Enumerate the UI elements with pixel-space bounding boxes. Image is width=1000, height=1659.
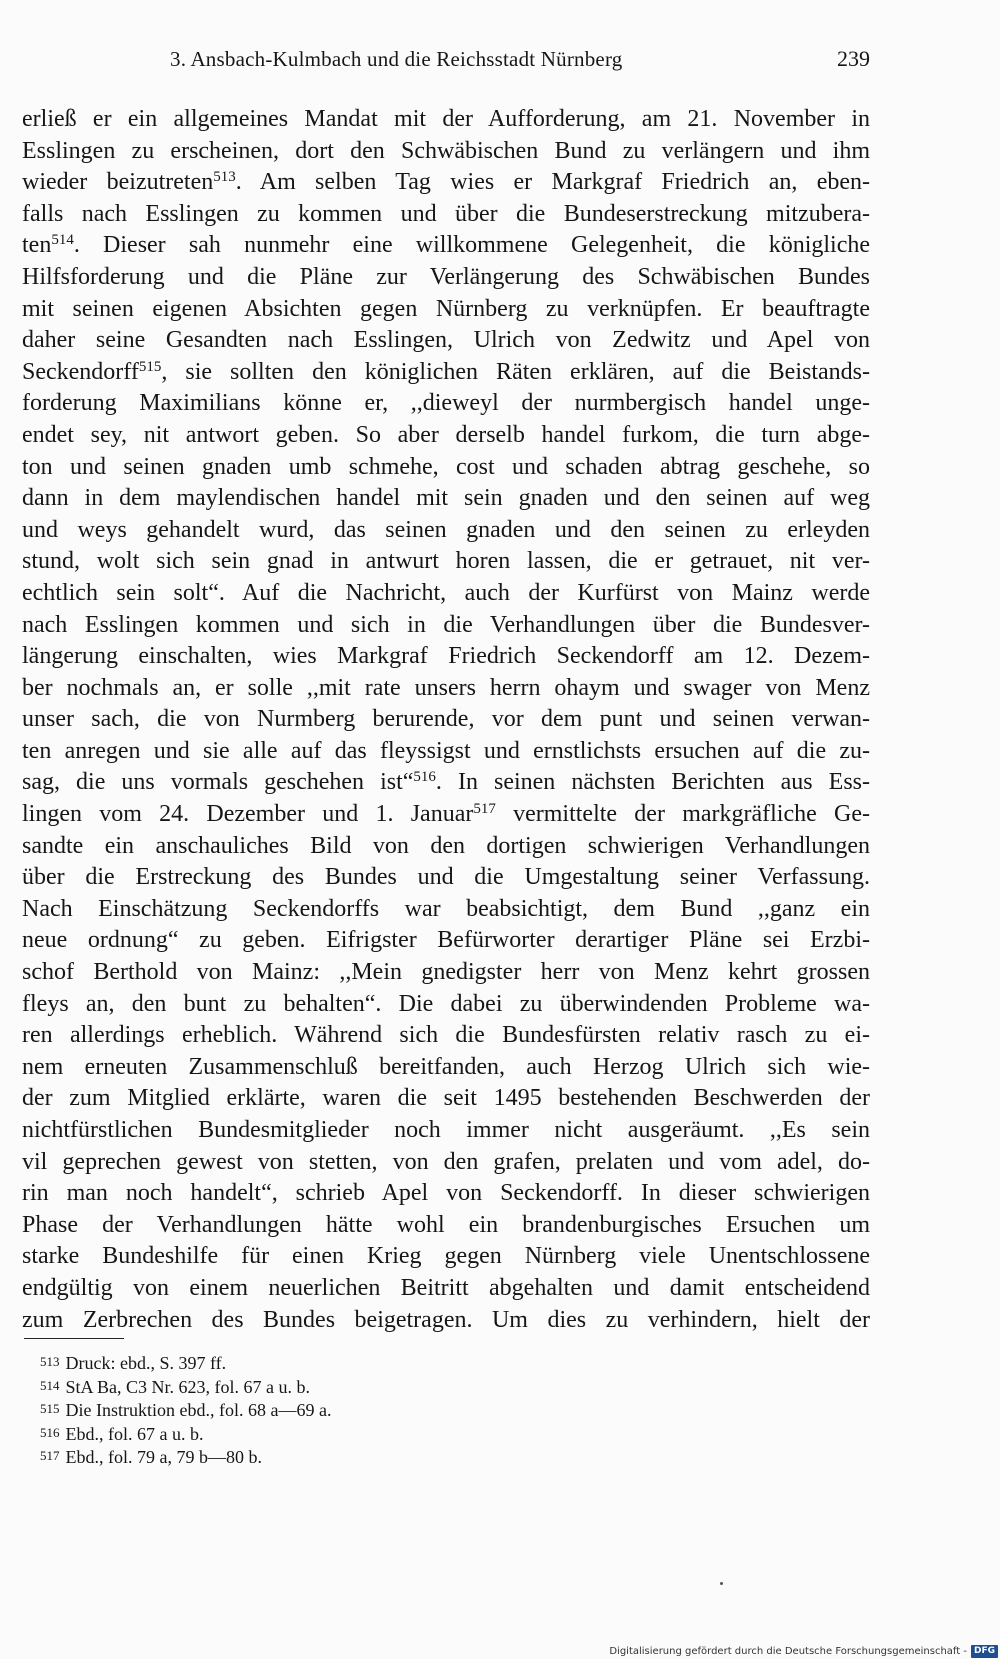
body-line bbox=[22, 862, 870, 894]
body-line-text: . In seinen nächsten Berichten aus Ess- bbox=[435, 769, 870, 796]
body-line bbox=[22, 1083, 870, 1115]
body-line-text: nichtfürstlichen Bundesmitglieder noch immer nicht ausgeräumt. ,,Es sein bbox=[22, 1117, 870, 1143]
footnote-text: Die Instruktion ebd., fol. 68 a—69 a. bbox=[65, 1400, 332, 1420]
footer-credit-bar bbox=[603, 1643, 1000, 1659]
body-line bbox=[22, 1210, 870, 1242]
body-line-text: ren allerdings erheblich. Während sich die Bundesfürsten relativ rasch zu ei- bbox=[22, 1022, 870, 1049]
body-line-text: sandte ein anschauliches Bild von den dortigen schwierigen Verhandlungen bbox=[22, 832, 870, 859]
body-line bbox=[22, 1273, 870, 1305]
body-line-text: der zum Mitglied erklärte, waren die seit 1495 bestehenden Beschwerden der bbox=[22, 1085, 870, 1112]
footnote-text: Druck: ebd., S. 397 ff. bbox=[65, 1353, 227, 1373]
body-line-text: Hilfsforderung und die Pläne zur Verlängerung des Schwäbischen Bundes bbox=[22, 263, 870, 290]
running-title: 3. Ansbach-Kulmbach und die Reichsstadt Nürnberg bbox=[170, 47, 623, 71]
footnote-reference[interactable]: 516 bbox=[413, 769, 436, 786]
body-line bbox=[22, 294, 870, 326]
footnote-text: Ebd., fol. 67 a u. b. bbox=[65, 1423, 204, 1444]
body-line-text: unser sach, die von Nurmberg berurende, vor dem punt und seinen verwan- bbox=[22, 706, 870, 733]
body-line-text: neue ordnung“ zu geben. Eifrigster Befürworter derartiger Pläne sei Erzbi- bbox=[22, 927, 870, 954]
body-line-text: Esslingen zu erscheinen, dort den Schwäbischen Bund zu verlängern und ihm bbox=[22, 137, 870, 164]
body-line bbox=[22, 578, 870, 610]
body-line bbox=[22, 1241, 870, 1273]
body-line bbox=[22, 1052, 870, 1084]
body-line bbox=[22, 546, 870, 578]
body-line-text: rin man noch handelt“, schrieb Apel von Seckendorff. In dieser schwierigen bbox=[22, 1180, 870, 1207]
footnote-reference[interactable]: 517 bbox=[473, 801, 496, 818]
body-line-text: forderung Maximilians könne er, ,,dieweyl der nurmbergisch handel unge- bbox=[22, 390, 870, 417]
body-line-text: Seckendorff bbox=[22, 358, 139, 385]
body-line-text: fleys an, den bunt zu behalten“. Die dabei zu überwindenden Probleme wa- bbox=[22, 990, 870, 1017]
footnote-text: StA Ba, C3 Nr. 623, fol. 67 a u. b. bbox=[65, 1376, 311, 1397]
body-line bbox=[22, 925, 870, 957]
body-text bbox=[22, 104, 870, 1336]
body-line-text: ten anregen und sie alle auf das fleyssigst und ernstlichsts ersuchen auf die zu- bbox=[22, 737, 870, 764]
body-line bbox=[22, 641, 870, 673]
body-line bbox=[22, 357, 870, 389]
body-line-text: vermittelte der markgräfliche Ge- bbox=[495, 801, 870, 828]
body-line bbox=[22, 452, 870, 484]
footnotes bbox=[40, 1350, 640, 1468]
body-line-text: über die Erstreckung des Bundes und die Umgestaltung seiner Verfassung. bbox=[22, 864, 870, 891]
footnote-number: 517 bbox=[40, 1448, 60, 1463]
body-line bbox=[22, 767, 870, 799]
body-line bbox=[22, 515, 870, 547]
body-line-text: vil geprechen gewest von stetten, von den grafen, prelaten und vom adel, do- bbox=[22, 1148, 870, 1175]
body-line-text: ber nochmals an, er solle ,,mit rate unsers herrn ohaym und swager von Menz bbox=[22, 674, 870, 701]
body-line bbox=[22, 673, 870, 705]
body-line-text: endet sey, nit antwort geben. So aber derselb handel furkom, die turn abge- bbox=[22, 421, 870, 448]
body-line bbox=[22, 610, 870, 642]
body-line bbox=[22, 1305, 870, 1337]
body-line-text: dann in dem maylendischen handel mit sein gnaden und den seinen auf weg bbox=[22, 485, 870, 512]
body-line bbox=[22, 483, 870, 515]
body-line bbox=[22, 704, 870, 736]
body-line bbox=[22, 420, 870, 452]
body-line bbox=[22, 104, 870, 136]
footnote bbox=[40, 1374, 640, 1398]
footnote bbox=[40, 1444, 640, 1468]
body-line bbox=[22, 957, 870, 989]
body-line-text: daher seine Gesandten nach Esslingen, Ulrich von Zedwitz und Apel von bbox=[22, 327, 870, 354]
footnote-number: 515 bbox=[40, 1401, 60, 1416]
body-line-text: falls nach Esslingen zu kommen und über die Bundeserstreckung mitzubera- bbox=[22, 200, 870, 227]
body-line-text: schof Berthold von Mainz: ,,Mein gnedigster herr von Menz kehrt grossen bbox=[22, 959, 870, 986]
body-line bbox=[22, 136, 870, 168]
body-line bbox=[22, 199, 870, 231]
body-line-text: längerung einschalten, wies Markgraf Friedrich Seckendorff am 12. Dezem- bbox=[22, 643, 870, 670]
page-number: 239 bbox=[837, 46, 870, 71]
footnote-reference[interactable]: 513 bbox=[213, 169, 236, 186]
body-line bbox=[22, 1115, 870, 1147]
body-line-text: Phase der Verhandlungen hätte wohl ein brandenburgisches Ersuchen um bbox=[22, 1211, 870, 1238]
body-line bbox=[22, 167, 870, 199]
body-line-text: wieder beizutreten bbox=[22, 169, 214, 196]
footnote-number: 513 bbox=[40, 1354, 60, 1369]
body-line-text: ton und seinen gnaden umb schmehe, cost und schaden abtrag geschehe, so bbox=[22, 453, 870, 480]
body-line-text: stund, wolt sich sein gnad in antwurt horen lassen, die er getrauet, nit ver- bbox=[22, 548, 870, 575]
body-line-text: endgültig von einem neuerlichen Beitritt abgehalten und damit entscheidend bbox=[22, 1274, 870, 1301]
footnote-reference[interactable]: 515 bbox=[138, 358, 162, 375]
body-line bbox=[22, 262, 870, 294]
body-line bbox=[22, 1178, 870, 1210]
footnote bbox=[40, 1350, 640, 1374]
body-line bbox=[22, 1147, 870, 1179]
body-line bbox=[22, 388, 870, 420]
dfg-logo-icon: DFG bbox=[971, 1645, 998, 1658]
body-line-text: . Am selben Tag wies er Markgraf Friedrich an, eben- bbox=[235, 169, 870, 196]
body-line-text: sag, die uns vormals geschehen ist“ bbox=[22, 769, 414, 796]
footnote-text: Ebd., fol. 79 a, 79 b—80 b. bbox=[65, 1447, 262, 1467]
body-line-text: starke Bundeshilfe für einen Krieg gegen Nürnberg viele Unentschlossene bbox=[22, 1243, 870, 1270]
body-line-text: nem erneuten Zusammenschluß bereitfanden, auch Herzog Ulrich sich wie- bbox=[22, 1053, 870, 1080]
body-line-text: zum Zerbrechen des Bundes beigetragen. Um dies zu verhindern, hielt der bbox=[22, 1306, 870, 1333]
body-line-text: mit seinen eigenen Absichten gegen Nürnberg zu verknüpfen. Er beauftragte bbox=[22, 295, 870, 322]
body-line bbox=[22, 1020, 870, 1052]
body-line-text: , sie sollten den königlichen Räten erklären, auf die Beistands- bbox=[161, 358, 870, 385]
body-line-text: . Dieser sah nunmehr eine willkommene Gelegenheit, die königliche bbox=[73, 232, 870, 259]
body-line bbox=[22, 989, 870, 1021]
body-line bbox=[22, 831, 870, 863]
footnote bbox=[40, 1421, 640, 1445]
footnote bbox=[40, 1397, 640, 1421]
scan-speck bbox=[720, 1582, 723, 1585]
footnote-number: 514 bbox=[40, 1377, 60, 1393]
body-line-text: nach Esslingen kommen und sich in die Verhandlungen über die Bundesver- bbox=[22, 611, 870, 638]
body-line-text: und weys gehandelt wurd, das seinen gnaden und den seinen zu erleyden bbox=[22, 516, 870, 543]
body-line bbox=[22, 799, 870, 831]
body-line-text: Nach Einschätzung Seckendorffs war beabsichtigt, dem Bund ,,ganz ein bbox=[22, 895, 870, 922]
body-line-text: lingen vom 24. Dezember und 1. Januar bbox=[22, 801, 474, 828]
body-line bbox=[22, 894, 870, 926]
body-line-text: erließ er ein allgemeines Mandat mit der Aufforderung, am 21. November in bbox=[22, 106, 870, 132]
footnote-rule bbox=[24, 1338, 124, 1339]
body-line-text: echtlich sein solt“. Auf die Nachricht, auch der Kurfürst von Mainz werde bbox=[22, 579, 870, 606]
footnote-number: 516 bbox=[40, 1424, 60, 1440]
body-line bbox=[22, 736, 870, 768]
body-line-text: ten bbox=[22, 232, 52, 259]
body-line bbox=[22, 325, 870, 357]
footer-credit-text: Digitalisierung gefördert durch die Deutsche Forschungsgemeinschaft - bbox=[609, 1645, 967, 1657]
footnote-reference[interactable]: 514 bbox=[51, 232, 74, 249]
body-line bbox=[22, 230, 870, 262]
